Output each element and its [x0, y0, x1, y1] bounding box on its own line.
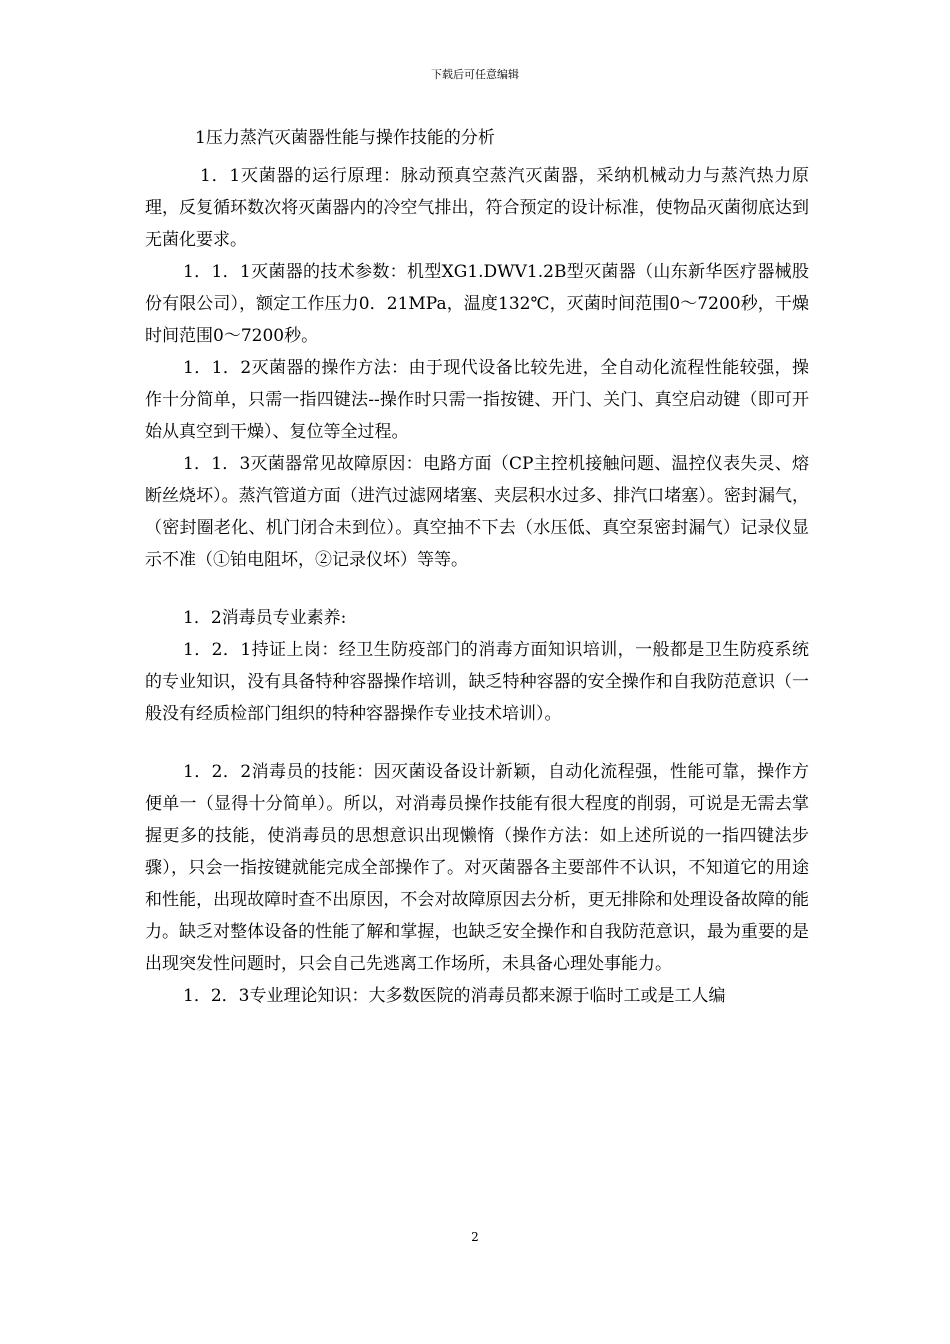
paragraph-1-2-1: 1．2．1持证上岗：经卫生防疫部门的消毒方面知识培训，一般都是卫生防疫系统的专业知识，没有具备特种容器操作培训，缺乏特种容器的安全操作和自我防范意识（一般没有经质检部门组织的特种容器操作专业技术培训）。: [145, 640, 809, 724]
document-body: [145, 124, 809, 1012]
section-title: 1压力蒸汽灭菌器性能与操作技能的分析: [195, 128, 495, 148]
paragraph-1-2-3: 1．2．3专业理论知识：大多数医院的消毒员都来源于临时工或是工人编: [183, 986, 726, 1006]
paragraph-1-1-3: 1．1．3灭菌器常见故障原因：电路方面（CP主控机接触问题、温控仪表失灵、熔断丝烧坏）。蒸汽管道方面（进汽过滤网堵塞、夹层积水过多、排汽口堵塞）。密封漏气，（密封圈老化、机门闭合未到位）。真空抽不下去（水压低、真空泵密封漏气）记录仪显示不准（①铂电阻坏，②记录仪坏）等等。: [145, 454, 809, 570]
paragraph-1-2: 1．2消毒员专业素养:: [183, 608, 347, 628]
page-number: 2: [471, 1230, 479, 1244]
paragraph-1-1-1: 1．1．1灭菌器的技术参数：机型XG1.DWV1.2B型灭菌器（山东新华医疗器械股份有限公司），额定工作压力0．21MPa，温度132℃，灭菌时间范围0～7200秒，干燥时间范围0～7200秒。: [145, 262, 809, 346]
paragraph-1-1: 1．1灭菌器的运行原理：脉动预真空蒸汽灭菌器，采纳机械动力与蒸汽热力原理，反复循环数次将灭菌器内的冷空气排出，符合预定的设计标准，使物品灭菌彻底达到无菌化要求。: [145, 166, 809, 250]
paragraph-spacer: [145, 576, 809, 602]
paragraph-1-1-2: 1．1．2灭菌器的操作方法：由于现代设备比较先进，全自动化流程性能较强，操作十分简单，只需一指四键法--操作时只需一指按键、开门、关门、真空启动键（即可开始从真空到干燥）、复位等全过程。: [145, 358, 809, 442]
paragraph-spacer: [145, 730, 809, 756]
paragraph-1-2-2: 1．2．2消毒员的技能：因灭菌设备设计新颖，自动化流程强，性能可靠，操作方便单一（显得十分简单）。所以，对消毒员操作技能有很大程度的削弱，可说是无需去掌握更多的技能，使消毒员的思想意识出现懒惰（操作方法：如上述所说的一指四键法步骤），只会一指按键就能完成全部操作了。对灭菌器各主要部件不认识，不知道它的用途和性能，出现故障时查不出原因，不会对故障原因去分析，更无排除和处理设备故障的能力。缺乏对整体设备的性能了解和掌握，也缺乏安全操作和自我防范意识，最为重要的是出现突发性问题时，只会自己先逃离工作场所，未具备心理处事能力。: [145, 762, 809, 974]
header-note: 下载后可任意编辑: [431, 68, 519, 81]
